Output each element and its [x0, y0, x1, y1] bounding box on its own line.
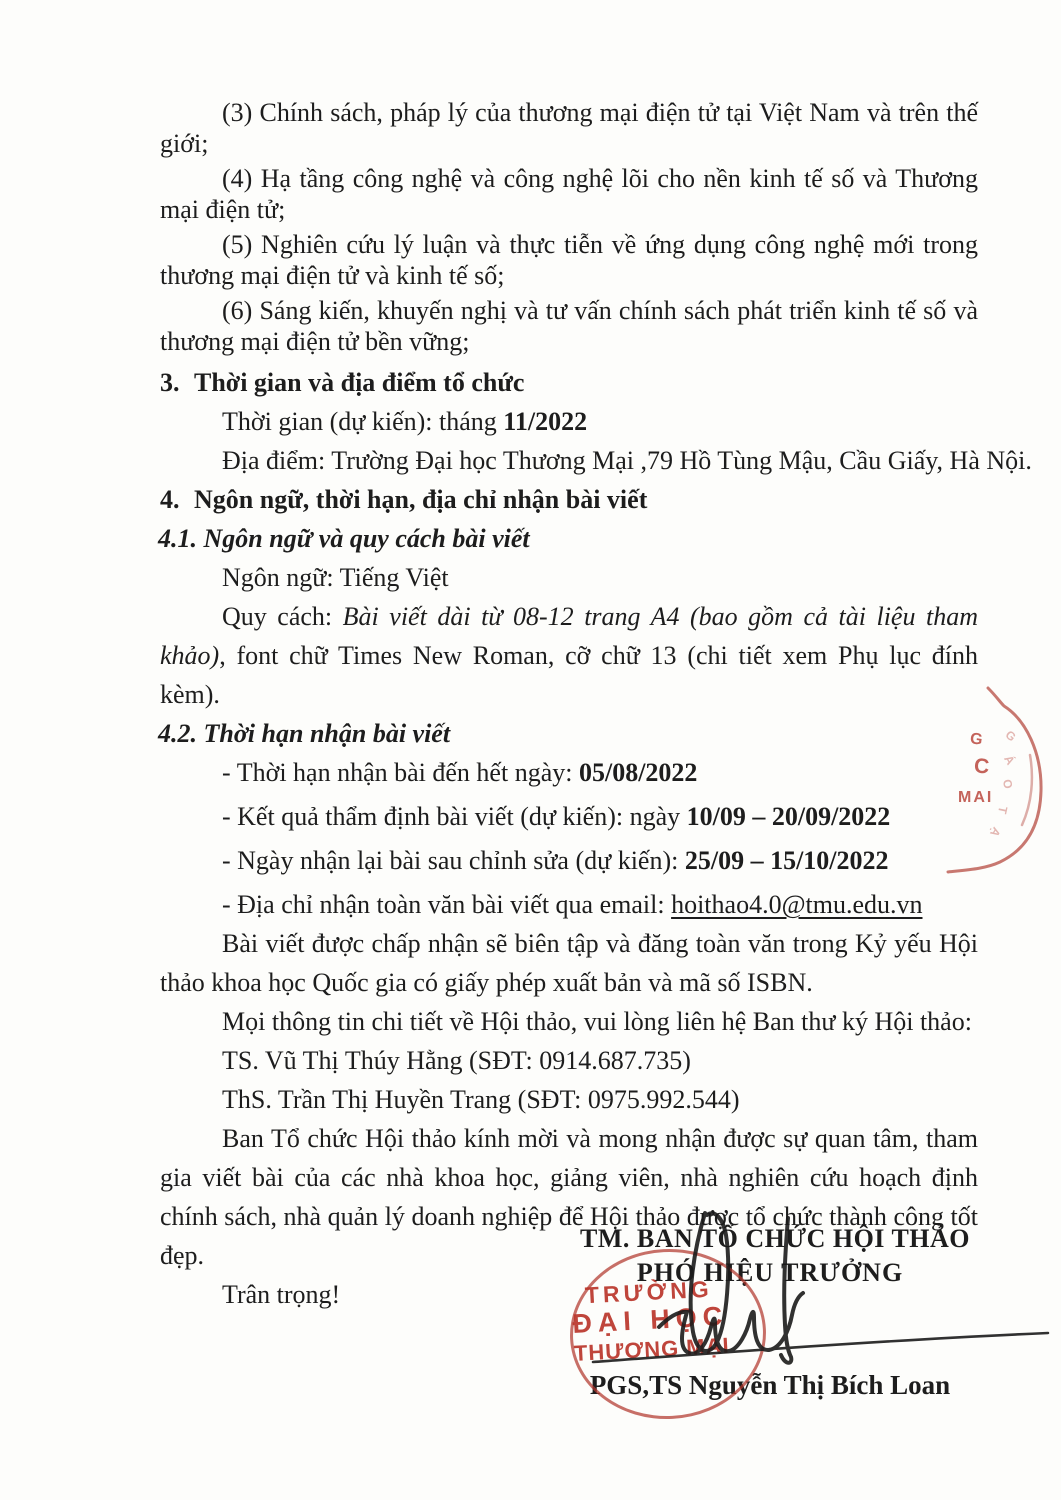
time-line	[160, 402, 978, 441]
list-item-3: (3) Chính sách, pháp lý của thương mại điện tử tại Việt Nam và trên thế giới;	[160, 98, 978, 158]
deadline-date: 05/08/2022	[578, 758, 698, 787]
deadline-line	[160, 753, 978, 792]
email-label: - Địa chỉ nhận toàn văn bài viết qua email:	[222, 890, 672, 919]
stamp-line-2: ĐẠI HỌC	[571, 1300, 729, 1339]
format-rest: , font chữ Times New Roman, cỡ chữ 13 (chi tiết xem Phụ lục đính kèm).	[160, 641, 978, 709]
list-item-6: (6) Sáng kiến, khuyến nghị và tư vấn chính sách phát triển kinh tế số và thương mại điện tử bền vững;	[160, 296, 978, 356]
on-behalf-line: TM. BAN TỔ CHỨC HỘI THẢO	[580, 1224, 971, 1253]
section-4-2-heading: 4.2. Thời hạn nhận bài viết	[158, 719, 451, 748]
handwritten-signature	[555, 1185, 1061, 1465]
format-italic-segment: Bài viết dài từ 08-12 trang A4 (bao gồm cả tài liệu tham khảo)	[160, 602, 978, 670]
deadline-label: - Thời hạn nhận bài đến hết ngày:	[222, 758, 579, 787]
section-4-heading	[160, 480, 978, 519]
edge-stamp-letter-c: C	[973, 754, 990, 779]
edge-stamp-curved-letter: Á	[1001, 752, 1018, 768]
edge-stamp-curved-letter: G	[1002, 727, 1019, 745]
closing-paragraph: Ban Tổ chức Hội thảo kính mời và mong nhận được sự quan tâm, tham gia viết bài của các nhà khoa học, giảng viên, nhà nghiên cứu hoạch định chính sách, nhà quản lý doanh nghiệp để Hội thảo được tổ chức thành công tốt đẹp.	[160, 1124, 978, 1270]
edge-stamp-letter-g: G	[968, 730, 984, 749]
edge-stamp-curved-letter: Ạ	[987, 824, 1004, 840]
list-item-5: (5) Nghiên cứu lý luận và thực tiễn về ứng dụng công nghệ mới trong thương mại điện tử và kinh tế số;	[160, 230, 978, 290]
review-dates: 10/09 – 20/09/2022	[686, 802, 891, 831]
regards-line: Trân trọng!	[222, 1280, 341, 1309]
edge-stamp-letters-mai: MAI	[958, 789, 994, 806]
stamp-line-3: THƯƠNG MẠI	[573, 1332, 731, 1366]
section-4-1-heading: 4.1. Ngôn ngữ và quy cách bài viết	[158, 524, 530, 553]
section-3-number: 3.	[160, 368, 180, 397]
review-label: - Kết quả thẩm định bài viết (dự kiến): ngày	[222, 802, 687, 831]
revision-dates: 25/09 – 15/10/2022	[684, 846, 889, 875]
review-line	[160, 797, 978, 836]
publication-note: Bài viết được chấp nhận sẽ biên tập và đăng toàn văn trong Kỷ yếu Hội thảo khoa học Quốc gia có giấy phép xuất bản và mã số ISBN.	[160, 929, 978, 997]
signer-name: PGS,TS Nguyễn Thị Bích Loan	[589, 1370, 951, 1400]
format-label: Quy cách:	[222, 602, 343, 631]
place-line: Địa điểm: Trường Đại học Thương Mại ,79 Hồ Tùng Mậu, Cầu Giấy, Hà Nội.	[222, 446, 1032, 475]
contact-intro: Mọi thông tin chi tiết về Hội thảo, vui lòng liên hệ Ban thư ký Hội thảo:	[222, 1007, 972, 1036]
edge-stamp-arc	[930, 628, 1061, 920]
time-label: Thời gian (dự kiến): tháng	[222, 407, 504, 436]
letter-body	[158, 97, 1032, 1314]
list-item-4: (4) Hạ tầng công nghệ và công nghệ lõi cho nền kinh tế số và Thương mại điện tử;	[160, 164, 978, 224]
email-line	[160, 885, 978, 924]
revision-label: - Ngày nhận lại bài sau chỉnh sửa (dự kiến):	[222, 846, 685, 875]
time-value: 11/2022	[503, 407, 588, 436]
format-paragraph	[160, 597, 978, 714]
revision-line	[160, 841, 978, 880]
section-3-title: Thời gian và địa điểm tổ chức	[194, 368, 525, 397]
contact-person-2: ThS. Trần Thị Huyền Trang (SĐT: 0975.992.544)	[222, 1085, 740, 1114]
edge-stamp-partial	[930, 628, 1061, 920]
edge-stamp-curved-letter: T	[995, 804, 1011, 816]
stamp-line-1: TRƯỜNG	[584, 1275, 714, 1309]
section-3-heading	[160, 363, 978, 402]
section-4-number: 4.	[160, 485, 180, 514]
signer-title: PHÓ HIỆU TRƯỞNG	[636, 1258, 904, 1287]
edge-stamp-curved-letter: O	[999, 777, 1016, 791]
language-line: Ngôn ngữ: Tiếng Việt	[222, 563, 449, 592]
email-address: hoithao4.0@tmu.edu.vn	[671, 890, 923, 919]
contact-person-1: TS. Vũ Thị Thúy Hằng (SĐT: 0914.687.735)	[222, 1046, 691, 1075]
section-4-title: Ngôn ngữ, thời hạn, địa chỉ nhận bài viết	[194, 485, 648, 514]
